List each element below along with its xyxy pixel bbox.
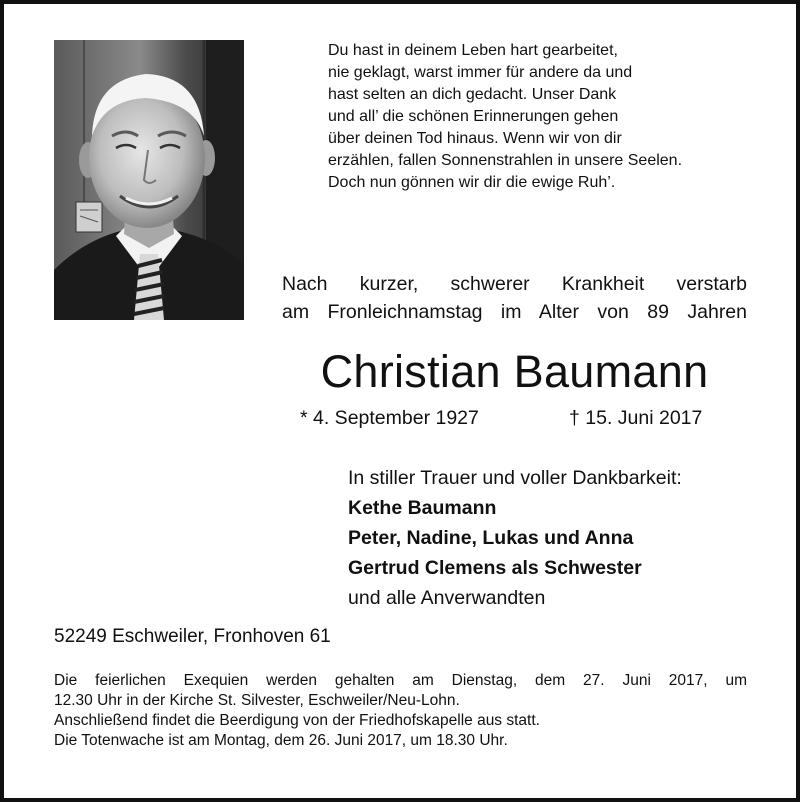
poem-line: nie geklagt, warst immer für andere da und <box>328 64 633 81</box>
poem-line: erzählen, fallen Sonnenstrahlen in unsere Seelen. <box>328 152 683 169</box>
poem-line: hast selten an dich gedacht. Unser Dank <box>328 86 617 103</box>
service-line: Die Totenwache ist am Montag, dem 26. Juni 2017, um 18.30 Uhr. <box>54 732 508 749</box>
service-details <box>54 671 747 751</box>
deceased-name: Christian Baumann <box>320 346 709 397</box>
announcement-line: Nach kurzer, schwerer Krankheit verstarb <box>282 273 747 295</box>
poem-line: über deinen Tod hinaus. Wenn wir von dir <box>328 130 622 147</box>
portrait-photo <box>54 40 244 320</box>
poem-line: und all’ die schönen Erinnerungen gehen <box>328 108 619 125</box>
mourner-name: Peter, Nadine, Lukas und Anna <box>348 527 634 549</box>
announcement-line: am Fronleichnamstag im Alter von 89 Jahren <box>282 301 747 323</box>
service-line: Anschließend findet die Beerdigung von der Friedhofskapelle aus statt. <box>54 712 540 729</box>
service-line: Die feierlichen Exequien werden gehalten am Dienstag, dem 27. Juni 2017, um <box>54 672 747 689</box>
memorial-poem <box>328 40 768 194</box>
mourner-name: Gertrud Clemens als Schwester <box>348 557 642 579</box>
death-date: † 15. Juni 2017 <box>569 407 703 429</box>
poem-line: Du hast in deinem Leben hart gearbeitet, <box>328 42 618 59</box>
mourners-block <box>348 463 768 613</box>
death-announcement <box>282 270 747 326</box>
family-address: 52249 Eschweiler, Fronhoven 61 <box>54 626 331 647</box>
mourners-intro: In stiller Trauer und voller Dankbarkeit: <box>348 467 682 489</box>
poem-line: Doch nun gönnen wir dir die ewige Ruh’. <box>328 174 616 191</box>
mourner-name: Kethe Baumann <box>348 497 497 519</box>
mourners-closing: und alle Anverwandten <box>348 587 546 609</box>
service-line: 12.30 Uhr in der Kirche St. Silvester, Eschweiler/Neu-Lohn. <box>54 692 460 709</box>
birth-date: * 4. September 1927 <box>300 407 479 429</box>
